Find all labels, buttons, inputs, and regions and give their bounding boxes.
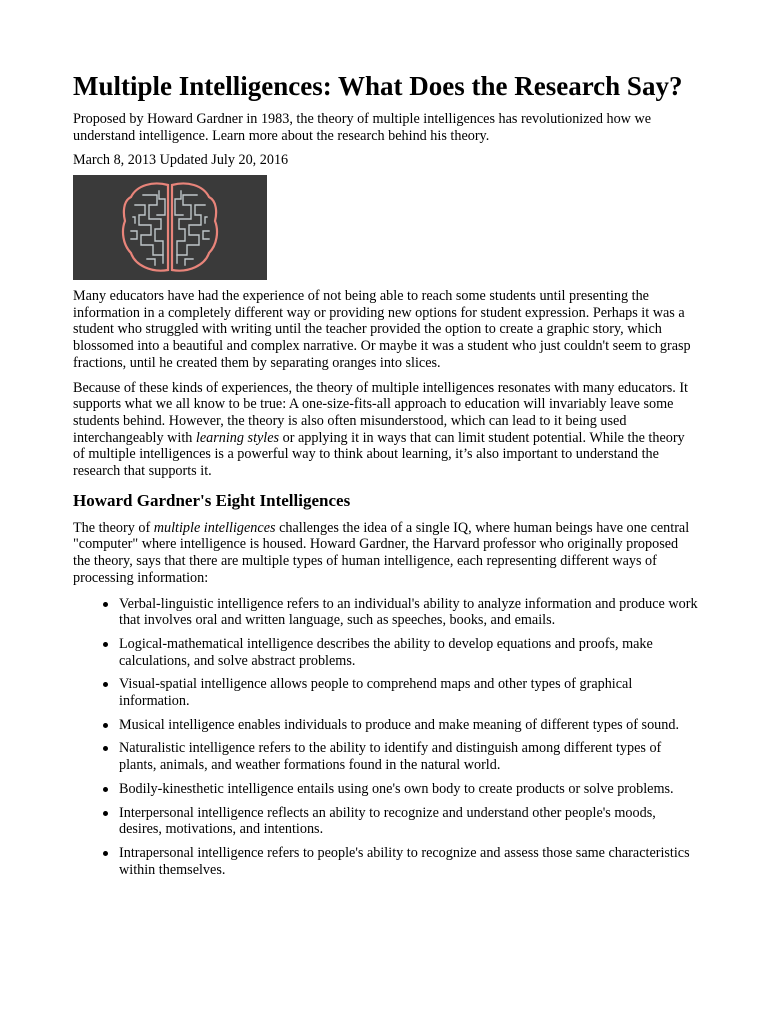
paragraph-text: Because of these kinds of experiences, the theory of multiple intelligences resonates with many educators. It supports what we all know to be true: A one-size-fits-all approach to education will invariably leave some students behind. However, the theory is also often misunderstood, which can lead to it being used interchangeably with xyxy=(73,379,688,446)
brain-maze-icon xyxy=(73,175,267,280)
list-item: Verbal-linguistic intelligence refers to an individual's ability to analyze information and produce work that involves oral and written language, such as speeches, books, and emails. xyxy=(119,595,698,629)
paragraph-text: or applying it in ways that can limit student potential. While the theory of multiple intelligences is a powerful way to think about learning, it’s also important to understand the research that supports it. xyxy=(73,429,685,480)
article-date: March 8, 2013 Updated July 20, 2016 xyxy=(73,152,289,168)
list-item: Musical intelligence enables individuals to produce and make meaning of different types of sound. xyxy=(119,717,698,734)
list-item: Bodily-kinesthetic intelligence entails using one's own body to create products or solve problems. xyxy=(119,781,698,798)
emphasis-multiple-intelligences: multiple intelligences xyxy=(153,519,276,536)
hero-image xyxy=(73,175,267,280)
paragraph-text: challenges the idea of a single IQ, where human beings have one central "computer" where intelligence is housed. Howard Gardner, the Harvard professor who originally proposed the theory, says that there are multiple types of human intelligence, each representing different ways of processing information: xyxy=(73,519,690,586)
list-item: Visual-spatial intelligence allows people to comprehend maps and other types of graphical information. xyxy=(119,676,698,709)
emphasis-learning-styles: learning styles xyxy=(195,429,280,446)
article-title: Multiple Intelligences: What Does the Research Say? xyxy=(73,71,683,101)
paragraph-theory xyxy=(73,520,698,587)
article-lede: Proposed by Howard Gardner in 1983, the theory of multiple intelligences has revolutionized how we understand intelligence. Learn more about the research behind his theory. xyxy=(73,111,652,144)
intelligences-list xyxy=(73,596,698,879)
list-item: Naturalistic intelligence refers to the ability to identify and distinguish among different types of plants, animals, and weather formations found in the natural world. xyxy=(119,740,698,773)
section-heading: Howard Gardner's Eight Intelligences xyxy=(73,490,351,510)
paragraph-resonates xyxy=(73,380,698,480)
list-item: Logical-mathematical intelligence describes the ability to develop equations and proofs, make calculations, and solve abstract problems. xyxy=(119,636,698,669)
list-item: Intrapersonal intelligence refers to people's ability to recognize and assess those same characteristics within themselves. xyxy=(119,845,698,878)
article xyxy=(73,70,698,885)
paragraph-experiences: Many educators have had the experience of not being able to reach some students until presenting the information in a completely different way or providing new options for student expression. Perhaps it was a student who struggled with writing until the teacher provided the option to create a graphic story, which blossomed into a beautiful and complex narrative. Or maybe it was a student who just couldn't seem to grasp fractions, until he created them by separating oranges into slices. xyxy=(73,288,691,371)
paragraph-text: The theory of xyxy=(73,519,154,536)
list-item: Interpersonal intelligence reflects an ability to recognize and understand other people's moods, desires, motivations, and intentions. xyxy=(119,805,698,838)
